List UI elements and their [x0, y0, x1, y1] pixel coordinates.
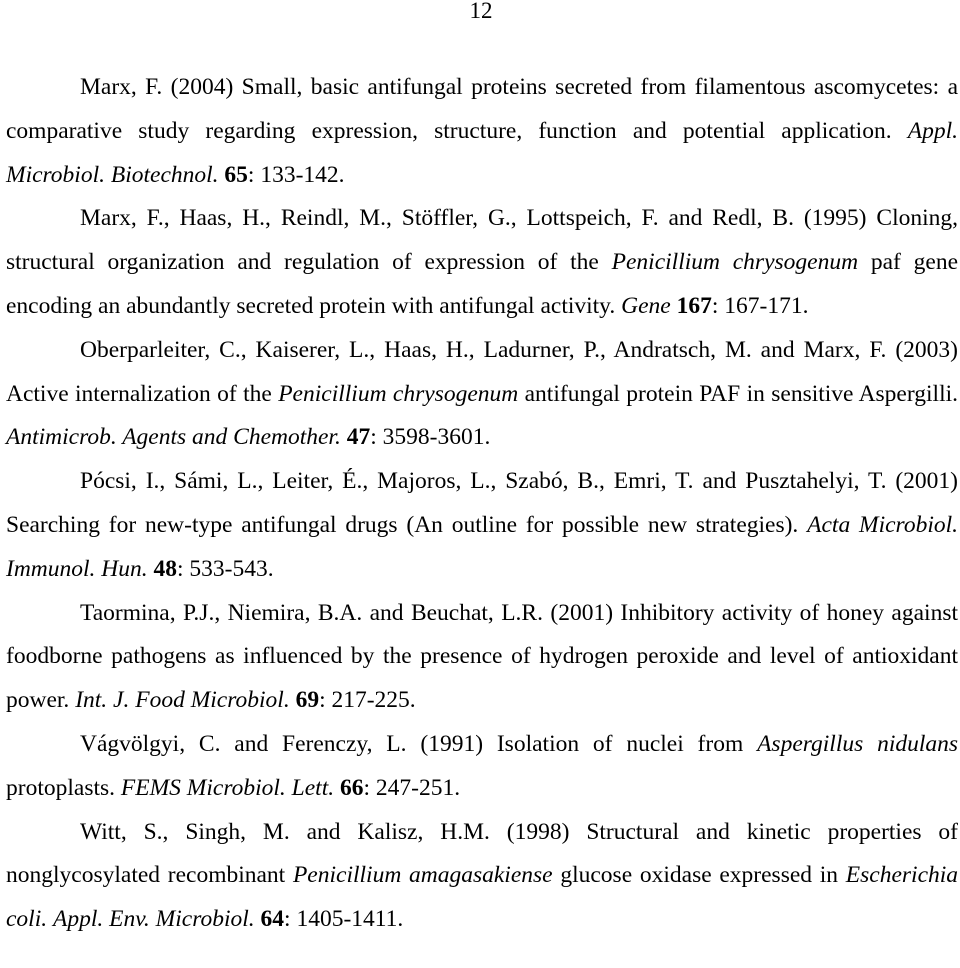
- reference-year: (2003): [895, 336, 959, 363]
- reference-volume: 65: [224, 161, 248, 188]
- reference-item: [6, 592, 958, 723]
- reference-title: Small, basic antifungal proteins secreted from filamentous ascomycetes: a comparative study regarding expression, structure, function and potential application.: [6, 74, 959, 144]
- reference-title: Isolation of nuclei from: [496, 730, 744, 757]
- page-number: 12: [469, 0, 493, 23]
- reference-year: (1998): [506, 818, 570, 845]
- reference-volume: 167: [676, 292, 712, 319]
- reference-journal: FEMS Microbiol. Lett.: [120, 774, 335, 801]
- reference-journal: Acta Microbiol. Immunol. Hun.: [6, 511, 959, 582]
- reference-authors: Pócsi, I., Sámi, L., Leiter, É., Majoros, L., Szabó, B., Emri, T. and Pusztahelyi, T.: [80, 468, 887, 495]
- reference-item: [6, 197, 958, 328]
- reference-organism: Aspergillus nidulans: [757, 730, 959, 757]
- reference-volume: 48: [153, 555, 178, 582]
- reference-title: Searching for new-type antifungal drugs (An outline for possible new strategies).: [6, 511, 799, 538]
- reference-title: Inhibitory activity of honey against foodborne pathogens as influenced by the presence of hydrogen peroxide and level of antioxidant power.: [6, 599, 958, 714]
- reference-year: (1991): [420, 730, 484, 757]
- reference-organism: Penicillium amagasakiense: [292, 862, 553, 889]
- reference-item: [6, 329, 958, 460]
- reference-title-cont: glucose oxidase expressed in: [560, 862, 839, 889]
- reference-authors: Marx, F.: [80, 74, 163, 100]
- reference-title-cont: paf gene encoding an abundantly secreted protein with antifungal activity.: [6, 249, 959, 319]
- reference-pages: : 533-543.: [177, 555, 274, 582]
- reference-item: [6, 723, 958, 811]
- reference-title: Active internalization of the: [6, 380, 272, 407]
- reference-year: (2001): [550, 599, 614, 626]
- reference-title: Cloning, structural organization and regulation of expression of the: [6, 205, 959, 276]
- reference-pages: : 133-142.: [247, 161, 345, 188]
- reference-authors: Witt, S., Singh, M. and Kalisz, H.M.: [80, 818, 490, 845]
- reference-volume: 66: [339, 774, 364, 801]
- reference-volume: 47: [346, 424, 371, 451]
- reference-pages: : 217-225.: [319, 687, 416, 714]
- reference-volume: 69: [295, 687, 320, 714]
- reference-organism: Penicillium chrysogenum: [278, 380, 519, 407]
- reference-item: [6, 66, 958, 197]
- reference-journal: Int. J. Food Microbiol.: [75, 687, 290, 714]
- reference-pages: : 167-171.: [711, 292, 809, 319]
- reference-journal: Antimicrob. Agents and Chemother.: [6, 424, 341, 451]
- reference-year: (2004): [170, 74, 234, 100]
- reference-pages: : 247-251.: [363, 774, 461, 801]
- reference-list: [6, 66, 958, 942]
- reference-organism: Penicillium chrysogenum: [611, 249, 859, 276]
- reference-title-cont: antifungal protein PAF in sensitive Aspergilli.: [524, 380, 959, 407]
- reference-journal: Appl. Microbiol. Biotechnol.: [6, 117, 958, 188]
- reference-title-cont: protoplasts.: [6, 774, 116, 801]
- reference-item: [6, 460, 958, 591]
- reference-pages: : 3598-3601.: [370, 424, 491, 451]
- reference-item: [6, 811, 958, 942]
- reference-authors: Oberparleiter, C., Kaiserer, L., Haas, H., Ladurner, P., Andratsch, M. and Marx, F.: [80, 336, 887, 363]
- reference-year: (2001): [895, 468, 958, 495]
- reference-journal: Appl. Env. Microbiol.: [53, 906, 255, 933]
- reference-authors: Marx, F., Haas, H., Reindl, M., Stöffler, G., Lottspeich, F. and Redl, B.: [80, 205, 794, 232]
- reference-organism-2: Escherichia coli.: [6, 862, 959, 933]
- reference-volume: 64: [260, 906, 285, 933]
- reference-title: Structural and kinetic properties of nonglycosylated recombinant: [6, 818, 959, 889]
- reference-authors: Taormina, P.J., Niemira, B.A. and Beuchat, L.R.: [80, 599, 543, 626]
- reference-journal: Gene: [621, 292, 671, 319]
- reference-pages: : 1405-1411.: [284, 906, 404, 933]
- reference-authors: Vágvölgyi, C. and Ferenczy, L.: [80, 730, 407, 757]
- reference-year: (1995): [803, 205, 867, 232]
